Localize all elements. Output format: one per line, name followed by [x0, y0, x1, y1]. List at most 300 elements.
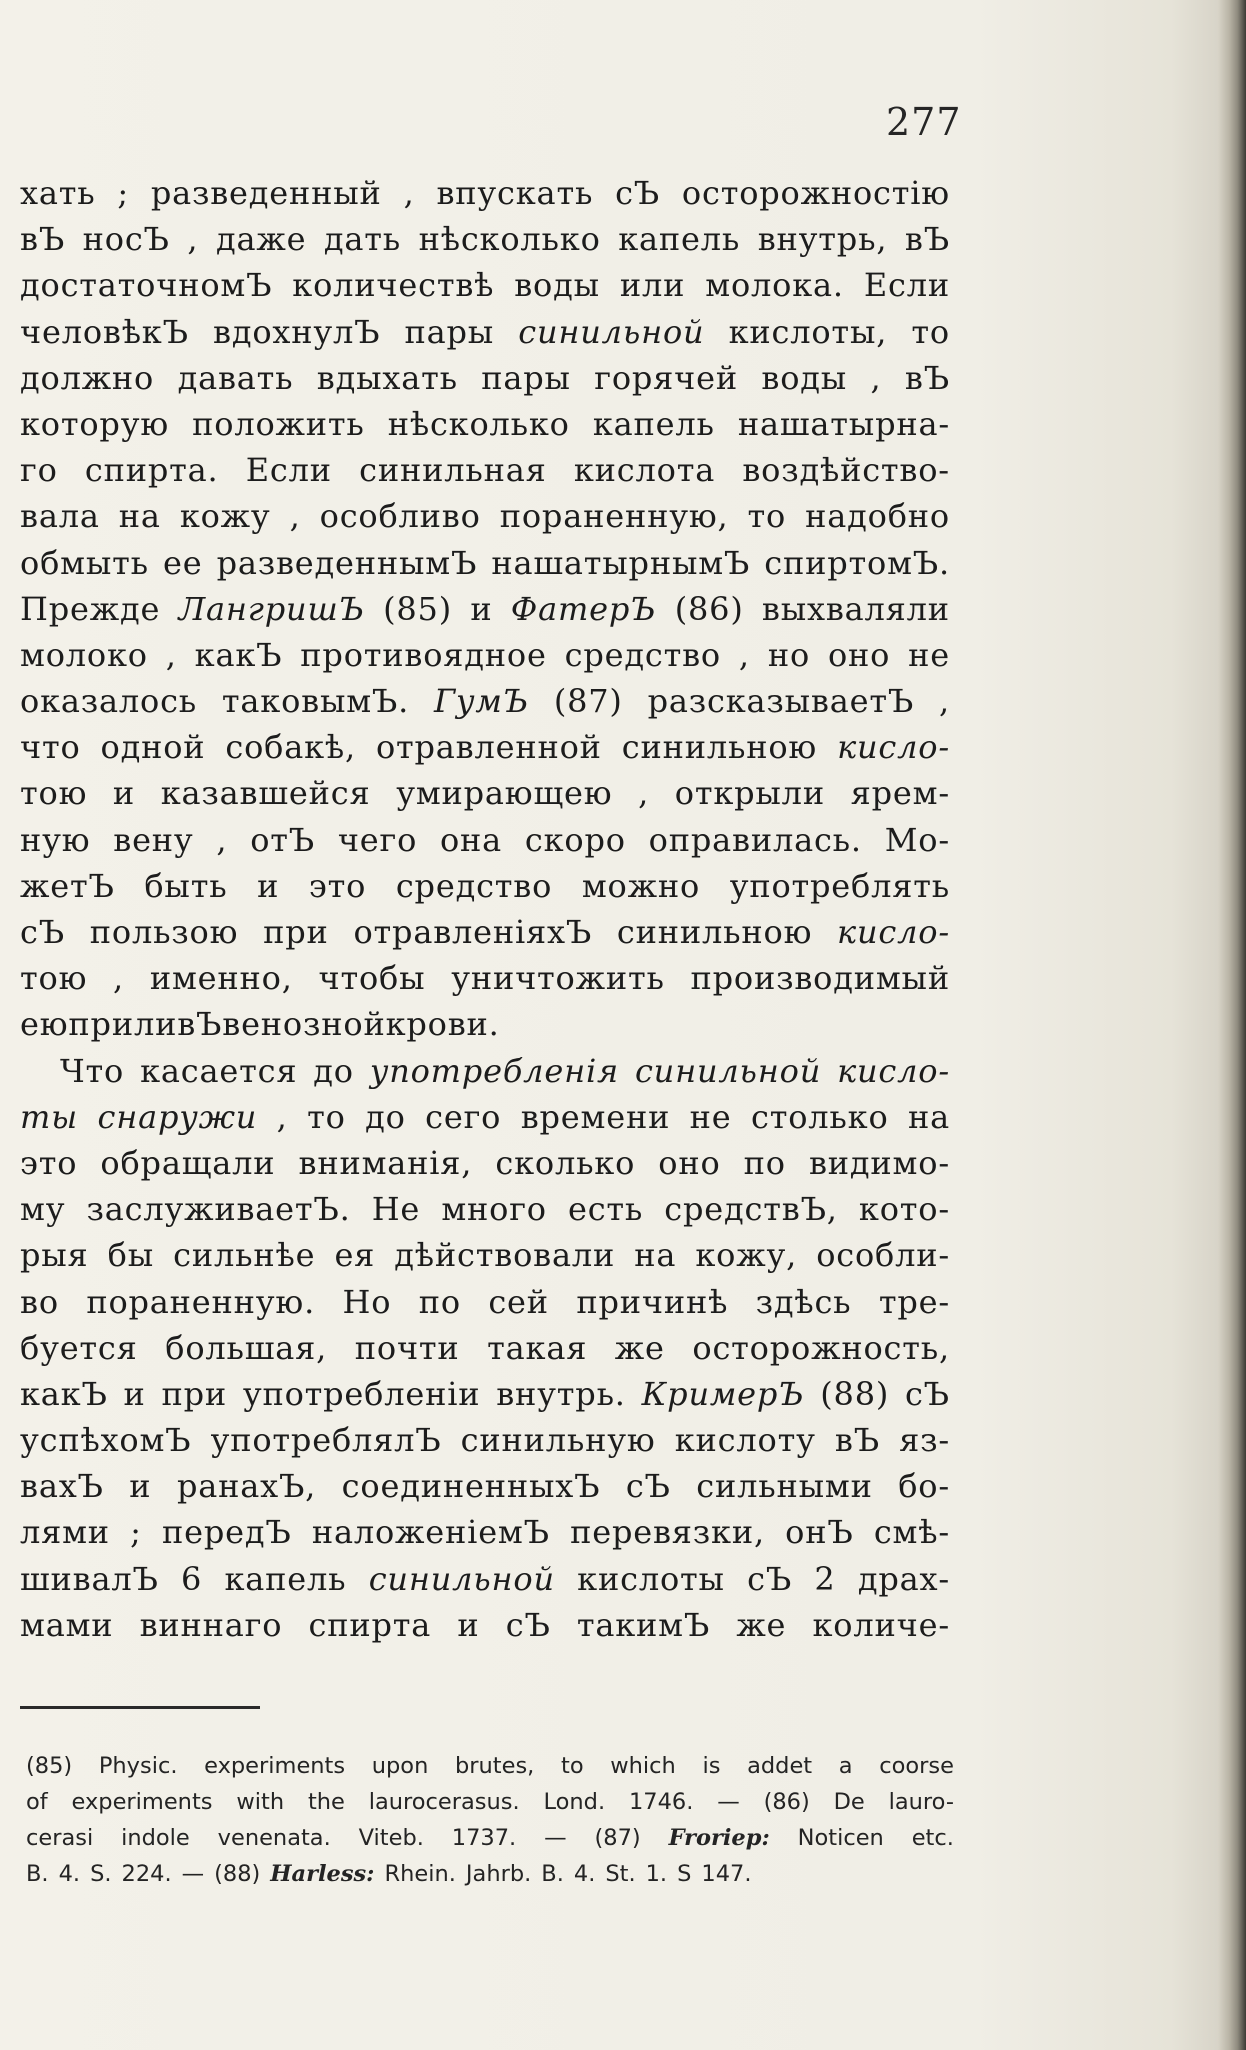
word: такая [487, 1328, 588, 1367]
word: скоро [524, 820, 626, 859]
word: Мо- [884, 820, 950, 859]
word: надобно [805, 497, 950, 536]
word: которую [20, 404, 170, 443]
word: одной [100, 728, 206, 767]
word: 1737. [451, 1825, 517, 1851]
word: , [403, 174, 415, 212]
word: S [677, 1861, 692, 1887]
word: сЪ [20, 913, 65, 951]
word: разведеннымЪ [216, 543, 478, 582]
word: , [870, 358, 882, 397]
word: (87) [553, 682, 623, 721]
word: осторожностію [681, 174, 950, 212]
word: ранахЪ, [176, 1467, 317, 1506]
word: with [236, 1789, 285, 1815]
word: во [20, 1282, 59, 1321]
word: драх- [857, 1559, 950, 1598]
word: бы [107, 1236, 155, 1275]
word: venenata. [217, 1825, 331, 1851]
word: вЪ [834, 1421, 880, 1460]
word: вдохнулЪ [213, 312, 381, 351]
word: средство [395, 866, 553, 905]
word: кожу, [695, 1236, 798, 1275]
word: быть [144, 866, 228, 905]
word: здѣсь [755, 1282, 852, 1321]
word: же [614, 1328, 665, 1367]
word: спирта. [84, 451, 219, 490]
text-line [20, 355, 950, 401]
footnotes [26, 1748, 954, 1892]
word: Не [371, 1190, 421, 1229]
word: ярем- [850, 774, 950, 813]
word: причинѣ [576, 1282, 729, 1321]
word: мами [20, 1605, 114, 1644]
word: и [457, 1605, 480, 1644]
word: Что [60, 1051, 125, 1090]
word: a [838, 1753, 853, 1779]
word: и [470, 589, 493, 628]
word: 224. [121, 1861, 172, 1887]
text-line [20, 401, 950, 447]
word: Lond. [543, 1789, 606, 1815]
word: the [307, 1789, 345, 1815]
text-line [20, 1556, 950, 1602]
word: не [908, 635, 950, 674]
word: это [308, 866, 367, 905]
word: человѣкЪ [20, 312, 189, 351]
word: онЪ [785, 1513, 854, 1552]
word: дать [323, 220, 402, 259]
word: ея [334, 1236, 376, 1275]
word: addet [747, 1753, 813, 1779]
word: воды [514, 266, 600, 305]
word: соединенныхЪ [341, 1467, 601, 1506]
word: при [161, 1374, 228, 1413]
word: она [439, 820, 503, 859]
word: Но [342, 1282, 392, 1321]
word: противоядное [300, 635, 547, 674]
word: спиртомЪ. [764, 543, 950, 582]
word: крови. [385, 1005, 500, 1044]
word: средство [564, 635, 721, 674]
word: должно [20, 358, 155, 397]
word: горячей [594, 358, 738, 397]
word: пользою [89, 913, 239, 951]
word: of [26, 1789, 48, 1815]
word: сЪ [625, 1467, 671, 1506]
word: ею [20, 1005, 69, 1044]
text-line [20, 170, 950, 216]
word: спирта [308, 1605, 432, 1644]
word: Harless: [270, 1861, 375, 1887]
word: приливЪ [68, 1005, 223, 1044]
word: то [307, 1097, 346, 1136]
word: вЪ [904, 220, 950, 259]
word: (85) [26, 1753, 73, 1779]
word: нашатырна- [737, 404, 950, 443]
word: сЪ [505, 1605, 551, 1644]
word: употребленіи [242, 1374, 481, 1413]
word: upon [371, 1753, 429, 1779]
main-text [20, 170, 950, 1648]
word: внутрь. [496, 1374, 626, 1413]
word: оно [827, 635, 891, 674]
text-line [20, 493, 950, 539]
word: впускать [436, 174, 594, 212]
word: ее [162, 543, 203, 582]
word: времени [520, 1097, 671, 1136]
word: по [418, 1282, 461, 1321]
word: , [216, 820, 228, 859]
word: 1746. [628, 1789, 694, 1815]
word: ГумЪ [434, 682, 529, 721]
word: шивалЪ [20, 1559, 159, 1598]
word: De [833, 1789, 865, 1815]
word: ты [20, 1097, 79, 1136]
word: буется [20, 1328, 138, 1367]
word: воздѣйство- [742, 451, 950, 490]
word: какЪ [20, 1374, 108, 1413]
word: употребленія [369, 1051, 619, 1090]
word: снаружи [97, 1097, 258, 1136]
word: Если [863, 266, 950, 305]
word: — [181, 1861, 205, 1887]
word: кислота [573, 451, 716, 490]
word: кисло- [837, 1051, 950, 1090]
text-line [20, 1140, 950, 1186]
word: воды [761, 358, 848, 397]
word: laurocerasus. [368, 1789, 520, 1815]
text-line [20, 447, 950, 493]
word: бо- [898, 1467, 950, 1506]
word: lauro- [888, 1789, 954, 1815]
word: — [544, 1825, 567, 1851]
word: венозной [222, 1005, 386, 1044]
word: , [187, 220, 199, 259]
word: особливо [319, 497, 481, 536]
word: успѣхомЪ [20, 1421, 192, 1460]
text-line [20, 817, 950, 863]
word: Если [245, 451, 332, 490]
word: осторожность, [692, 1328, 950, 1367]
footnote-line [26, 1784, 954, 1820]
text-line [20, 632, 950, 678]
word: , [938, 682, 950, 721]
word: даже [215, 220, 307, 259]
word: вдыхать [316, 358, 458, 397]
word: ЛангришЪ [178, 589, 365, 628]
word: , [276, 1097, 288, 1136]
word: смѣ- [873, 1513, 950, 1552]
word: синильной [634, 1051, 822, 1090]
word: до [313, 1051, 354, 1090]
word: есть [567, 1190, 644, 1229]
footnote-line [26, 1748, 954, 1784]
word: (86) [763, 1789, 810, 1815]
word: , [638, 774, 650, 813]
text-line [20, 1371, 950, 1417]
word: казавшейся [160, 774, 371, 813]
word: синильную [460, 1421, 656, 1460]
word: КримерЪ [641, 1374, 805, 1413]
word: производимый [690, 959, 950, 998]
word: ную [20, 820, 91, 859]
word: нѣсколько [387, 404, 570, 443]
word: выхваляли [761, 589, 950, 628]
word: перевязки, [570, 1513, 765, 1552]
word: чтобы [318, 959, 426, 998]
word: indole [121, 1825, 190, 1851]
page-edge-shadow [1218, 0, 1246, 2050]
word: вЪ [20, 220, 66, 259]
word: наложеніемЪ [311, 1513, 550, 1552]
word: (88) [214, 1861, 261, 1887]
word: (88) [820, 1374, 890, 1413]
text-line [20, 1463, 950, 1509]
text-line [20, 1509, 950, 1555]
word: особли- [816, 1236, 950, 1275]
word: яз- [899, 1421, 950, 1460]
word: видимо- [808, 1143, 950, 1182]
word: нашатырнымЪ [491, 543, 751, 582]
word: какЪ [194, 635, 283, 674]
word: кисло- [837, 728, 950, 767]
word: открыли [674, 774, 825, 813]
word: сего [425, 1097, 502, 1136]
word: молоко [20, 635, 148, 674]
word: молока. [705, 266, 844, 305]
word: (87) [594, 1825, 641, 1851]
page-number: 277 [886, 100, 962, 144]
word: умирающею [396, 774, 613, 813]
text-line [20, 1232, 950, 1278]
word: но [767, 635, 811, 674]
word: положить [192, 404, 365, 443]
word: жетЪ [20, 866, 115, 905]
word: вену [113, 820, 194, 859]
text-line [20, 1417, 950, 1463]
word: кислоты [577, 1559, 725, 1598]
word: ; [130, 1513, 142, 1552]
word: синильной [518, 312, 705, 351]
word: количе- [812, 1605, 950, 1644]
word: столько [751, 1097, 889, 1136]
word: обмыть [20, 543, 149, 582]
word: 6 [181, 1559, 203, 1598]
word: хать [20, 174, 96, 212]
word: отравленіяхЪ [353, 913, 593, 951]
word: рыя [20, 1236, 89, 1275]
word: coorse [879, 1753, 954, 1779]
word: лями [20, 1513, 110, 1552]
word: оно [658, 1143, 721, 1182]
word: разсказываетЪ [647, 682, 915, 721]
word: сильнѣе [173, 1236, 316, 1275]
word: 1. [645, 1861, 668, 1887]
word: касается [140, 1051, 298, 1090]
word: это [20, 1143, 78, 1182]
word: уничтожить [451, 959, 665, 998]
word: кожу [179, 497, 271, 536]
word: to [561, 1753, 584, 1779]
word: Noticen [797, 1825, 884, 1851]
word: Jahrb. [465, 1861, 532, 1887]
word: капель [224, 1559, 347, 1598]
word: 4. [58, 1861, 81, 1887]
text-line [20, 770, 950, 816]
word: по [743, 1143, 786, 1182]
word: разведенный [150, 174, 382, 212]
word: то [747, 497, 787, 536]
word: experiments [71, 1789, 213, 1815]
text-line [20, 309, 950, 355]
text-line [20, 1325, 950, 1371]
word: 147. [701, 1861, 752, 1887]
word: (85) [383, 589, 452, 628]
word: на [907, 1097, 950, 1136]
word: , [738, 635, 750, 674]
word: пары [404, 312, 495, 351]
word: пораненную, [499, 497, 729, 536]
word: cerasi [26, 1825, 94, 1851]
footnote-line [26, 1856, 954, 1892]
word: etc. [911, 1825, 954, 1851]
word: пары [481, 358, 571, 397]
word: достаточномЪ [20, 266, 273, 305]
text-line [20, 1279, 950, 1325]
word: количествѣ [292, 266, 495, 305]
word: носЪ [82, 220, 170, 259]
word: отЪ [250, 820, 315, 859]
text-line [20, 1186, 950, 1232]
word: B. [26, 1861, 49, 1887]
text-line [20, 1094, 950, 1140]
word: на [118, 497, 161, 536]
word: , [289, 497, 301, 536]
word: на [634, 1236, 677, 1275]
text-line [20, 678, 950, 724]
word: синильной [368, 1559, 555, 1598]
word: заслуживаетЪ. [86, 1190, 351, 1229]
word: дѣйствовали [394, 1236, 616, 1275]
word: виннаго [139, 1605, 283, 1644]
word: кото- [858, 1190, 950, 1229]
word: Viteb. [358, 1825, 424, 1851]
word: вахЪ [20, 1467, 104, 1506]
word: brutes, [455, 1753, 535, 1779]
word: передЪ [162, 1513, 292, 1552]
word: то [911, 312, 950, 351]
word: синильною [621, 728, 818, 767]
word: употреблять [729, 866, 950, 905]
word: нѣсколько [418, 220, 601, 259]
text-line [20, 1048, 950, 1094]
word: го [20, 451, 58, 490]
footnote-separator [20, 1706, 260, 1709]
word: — [717, 1789, 740, 1815]
text-line [20, 724, 950, 770]
word: сильными [696, 1467, 873, 1506]
text-line [20, 955, 950, 1001]
word: experiments [204, 1753, 346, 1779]
word: давать [177, 358, 294, 397]
word: , [113, 959, 125, 998]
word: 2 [814, 1559, 836, 1598]
word: S. [90, 1861, 112, 1887]
word: капель [592, 404, 715, 443]
text-line [20, 262, 950, 308]
word: же [736, 1605, 787, 1644]
word: Froriep: [668, 1825, 770, 1851]
text-line [20, 1602, 950, 1648]
word: which [610, 1753, 676, 1779]
word: Rhein. [384, 1861, 456, 1887]
word: до [365, 1097, 406, 1136]
word: тре- [878, 1282, 950, 1321]
word: сЪ [747, 1559, 793, 1598]
word: вала [20, 497, 100, 536]
word: вЪ [904, 358, 950, 397]
word: и [112, 774, 136, 813]
word: обращали [100, 1143, 276, 1182]
word: можно [581, 866, 701, 905]
word: Physic. [98, 1753, 178, 1779]
word: собакѣ, [225, 728, 356, 767]
word: и [257, 866, 280, 905]
word: и [123, 1374, 146, 1413]
word: такимЪ [576, 1605, 711, 1644]
word: при [263, 913, 329, 951]
word: is [702, 1753, 721, 1779]
word: B. [541, 1861, 564, 1887]
word: му [20, 1190, 66, 1229]
text-line [20, 909, 950, 955]
word: сколько [495, 1143, 636, 1182]
word: что [20, 728, 81, 767]
text-line [20, 863, 950, 909]
word: синильною [616, 913, 813, 951]
text-line [20, 1001, 950, 1047]
word: отравленной [375, 728, 602, 767]
text-line [20, 586, 950, 632]
word: тою [20, 959, 88, 998]
word: , [165, 635, 177, 674]
word: тою [20, 774, 88, 813]
text-line [20, 216, 950, 262]
word: сей [488, 1282, 549, 1321]
word: кислоты, [728, 312, 888, 351]
word: таковымЪ. [221, 682, 410, 721]
word: не [689, 1097, 732, 1136]
text-line [20, 540, 950, 586]
word: именно, [149, 959, 293, 998]
footnote-line [26, 1820, 954, 1856]
word: много [441, 1190, 547, 1229]
word: оказалось [20, 682, 198, 721]
word: St. [605, 1861, 636, 1887]
word: оправилась. [648, 820, 862, 859]
word: кислоту [674, 1421, 816, 1460]
word: синильная [359, 451, 547, 490]
word: внутрь, [757, 220, 888, 259]
word: сЪ [615, 174, 661, 212]
word: средствЪ, [664, 1190, 838, 1229]
word: большая, [165, 1328, 328, 1367]
word: чего [337, 820, 418, 859]
word: употреблялЪ [210, 1421, 442, 1460]
word: Прежде [20, 589, 161, 628]
word: почти [354, 1328, 460, 1367]
